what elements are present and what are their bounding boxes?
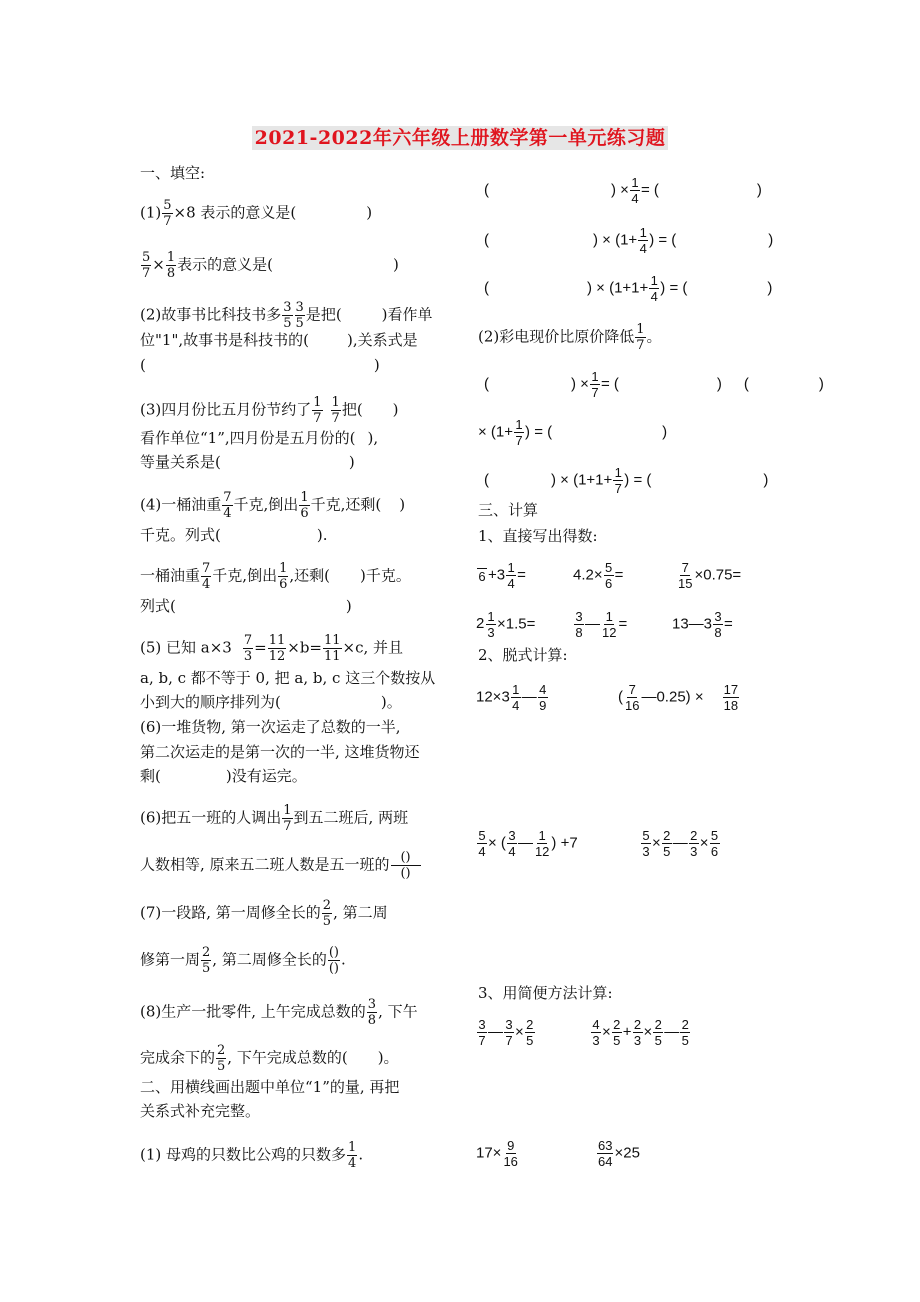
- fraction: $\frac{3}{5}$: [295, 300, 304, 331]
- fraction: $\frac{1}{7}$: [636, 322, 645, 353]
- d4: $\frac{5}{3}$ × $\frac{2}{5}$ — $\frac{2}{3}$ × $\frac{5}{6}$: [642, 828, 719, 859]
- fraction: $\frac{2}{3}$: [633, 1017, 642, 1048]
- fraction: $\frac{3}{5}$: [283, 300, 292, 331]
- fraction: $\frac{1}{6}$: [300, 490, 309, 521]
- section-underline: 二、用横线画出题中单位“1”的量, 再把: [140, 1078, 400, 1096]
- q4d: 列式( ): [140, 597, 352, 615]
- fraction: $\frac{2}{5}$: [613, 1017, 621, 1048]
- section-calc: 三、计算: [478, 501, 539, 519]
- fraction: $\frac{1}{7}$: [313, 395, 322, 426]
- fraction: $\frac{1}{4}$: [650, 273, 658, 304]
- q6b: 第二次运走的是第一次的一半, 这堆货物还: [140, 743, 420, 761]
- r1: ( ) × $\frac{1}{4}$ = ( ): [484, 175, 762, 206]
- fraction: $\frac{5}{7}$: [163, 198, 172, 229]
- fraction: $\frac{7}{4}$: [223, 490, 232, 521]
- r5: ( ) × $\frac{1}{7}$ = ( ) ( ): [484, 369, 824, 400]
- e2c: 13—3 $\frac{3}{8}$ =: [672, 609, 733, 640]
- page-title: 2021-2022年六年级上册数学第一单元练习题: [0, 123, 920, 150]
- fraction: $\frac{11}{11}$: [324, 633, 341, 664]
- fraction: $\frac{2}{5}$: [663, 828, 671, 859]
- fraction: $\frac{3}{8}$: [367, 997, 377, 1028]
- d3: $\frac{5}{4}$ × ( $\frac{3}{4}$ — $\frac{1}{12}$ ) +7: [478, 828, 578, 859]
- fraction: $\frac{2}{5}$: [526, 1017, 534, 1048]
- fraction: $\frac{2}{5}$: [202, 945, 211, 976]
- q5a: (5) 已知 a×3 $\frac{7}{3}$ = $\frac{11}{12}$ ×b= $\frac{11}{11}$ ×c, 并且: [140, 633, 404, 664]
- q4b: 千克。列式( ).: [140, 526, 328, 544]
- fraction: $\frac{3}{8}$: [575, 609, 583, 640]
- calc-direct: 1、直接写出得数:: [478, 527, 598, 545]
- d1: 12×3 $\frac{1}{4}$ — $\frac{4}{9}$: [476, 682, 547, 713]
- fraction: $\frac{1}{6}$: [279, 561, 288, 592]
- q6a: (6)一堆货物, 第一次运走了总数的一半,: [140, 718, 401, 736]
- q8b: 完成余下的 $\frac{2}{5}$ , 下午完成总数的( )。: [140, 1043, 399, 1074]
- s2q1: (1) 母鸡的只数比公鸡的只数多 $\frac{1}{4}$ .: [140, 1140, 364, 1171]
- fraction: $\frac{1}{7}$: [591, 369, 599, 400]
- fraction: $\frac{1}{8}$: [166, 250, 176, 281]
- section-underline-2: 关系式补充完整。: [140, 1102, 261, 1120]
- fraction: $\frac{1}{7}$: [283, 803, 292, 834]
- e1c: $\frac{7}{15}$ ×0.75=: [678, 560, 742, 591]
- fraction: $\frac{3}{4}$: [508, 828, 516, 859]
- fraction: $\frac{7}{15}$: [678, 560, 693, 591]
- fraction: $\frac{7}{16}$: [625, 682, 640, 713]
- fraction: $\frac{1}{3}$: [487, 609, 495, 640]
- fraction: $\frac{4}{9}$: [539, 682, 547, 713]
- e1b: 4.2× $\frac{5}{6}$ =: [573, 560, 624, 591]
- fraction: $\frac{1}{4}$: [507, 560, 515, 591]
- fraction: $\frac{5}{7}$: [142, 250, 151, 281]
- fraction: $\frac{2}{5}$: [217, 1043, 226, 1074]
- q1a: (1) $\frac{5}{7}$ ×8 表示的意义是( ): [140, 198, 373, 229]
- fraction: $\frac{1}{12}$: [534, 828, 550, 859]
- fraction: $\frac{1}{7}$: [614, 465, 622, 496]
- fraction: $\frac{5}{3}$: [642, 828, 650, 859]
- fraction: $\frac{5}{4}$: [478, 828, 486, 859]
- g2: $\frac{4}{3}$ × $\frac{2}{5}$ + $\frac{2}{3}$ × $\frac{2}{5}$ — $\frac{2}{5}$: [592, 1017, 689, 1048]
- fraction: $\frac{1}{4}$: [348, 1140, 357, 1171]
- g1: $\frac{3}{7}$ — $\frac{3}{7}$ × $\frac{2}{5}$: [478, 1017, 534, 1048]
- fraction: $\frac{4}{3}$: [592, 1017, 600, 1048]
- fraction: $\frac{2}{5}$: [654, 1017, 662, 1048]
- g4: $\frac{63}{64}$ ×25: [598, 1138, 640, 1169]
- q3c: 等量关系是( ): [140, 453, 355, 471]
- d2: ( $\frac{7}{16}$ —0.25) × $\frac{17}{18}$: [618, 682, 739, 713]
- fraction: $\frac{7}{4}$: [202, 561, 211, 592]
- q6d: (6)把五一班的人调出 $\frac{1}{7}$ 到五二班后, 两班: [140, 803, 409, 834]
- fraction: $\frac{7}{3}$: [243, 633, 253, 664]
- q5b: a, b, c 都不等于 0, 把 a, b, c 这三个数按从: [140, 669, 436, 687]
- fraction: $\frac{2}{3}$: [690, 828, 698, 859]
- fraction: $\frac{3}{8}$: [714, 609, 722, 640]
- fraction: $\frac{11}{12}$: [268, 633, 286, 664]
- calc-stepwise: 2、脱式计算:: [478, 646, 568, 664]
- q5c: 小到大的顺序排列为( )。: [140, 693, 402, 711]
- q2b: 位"1",故事书是科技书的( ),关系式是: [140, 331, 418, 349]
- fraction: $\frac{1}{12}$: [602, 609, 617, 640]
- fraction: $\frac{2}{5}$: [322, 898, 332, 929]
- fraction: $\frac{3}{7}$: [505, 1017, 513, 1048]
- q3a: (3)四月份比五月份节约了 $\frac{1}{7}$ $\frac{1}{7}$ 把( ): [140, 395, 399, 426]
- fraction: $\frac{9}{16}$: [503, 1138, 518, 1169]
- q7b: 修第一周 $\frac{2}{5}$ , 第二周修全长的 $\frac{()}{()}$ .: [140, 945, 346, 976]
- fraction: $\frac{1}{4}$: [639, 225, 647, 256]
- r6: × (1+ $\frac{1}{7}$ ) = ( ): [478, 417, 668, 448]
- q8a: (8)生产一批零件, 上午完成总数的 $\frac{3}{8}$ , 下午: [140, 997, 418, 1028]
- q4a: (4)一桶油重 $\frac{7}{4}$ 千克,倒出 $\frac{1}{6}$ 千克,还剩( ): [140, 490, 406, 521]
- r4: (2)彩电现价比原价降低 $\frac{1}{7}$ 。: [478, 322, 662, 353]
- q6e: 人数相等, 原来五二班人数是五一班的 $\frac{()}{()}$: [140, 850, 422, 881]
- q3b: 看作单位“1”,四月份是五月份的( ),: [140, 429, 379, 447]
- fraction: $\frac{1}{7}$: [331, 395, 340, 426]
- fraction: 6: [478, 568, 486, 584]
- r2: ( ) × (1+ $\frac{1}{4}$ ) = ( ): [484, 225, 774, 256]
- e2b: $\frac{3}{8}$ — $\frac{1}{12}$ =: [575, 609, 628, 640]
- r7: ( ) × (1+1+ $\frac{1}{7}$ ) = ( ): [484, 465, 769, 496]
- fraction: $\frac{1}{4}$: [631, 175, 639, 206]
- e1a: 6 +3 $\frac{1}{4}$ =: [478, 560, 526, 591]
- r3: ( ) × (1+1+ $\frac{1}{4}$ ) = ( ): [484, 273, 773, 304]
- fraction: $\frac{3}{7}$: [478, 1017, 486, 1048]
- calc-simplify: 3、用简便方法计算:: [478, 984, 613, 1002]
- q6c: 剩( )没有运完。: [140, 767, 307, 785]
- fraction: $\frac{2}{5}$: [681, 1017, 689, 1048]
- q7a: (7)一段路, 第一周修全长的 $\frac{2}{5}$ , 第二周: [140, 898, 388, 929]
- q4c: 一桶油重 $\frac{7}{4}$ 千克,倒出 $\frac{1}{6}$ ,还剩( )千克。: [140, 561, 411, 592]
- fraction: $\frac{63}{64}$: [598, 1138, 613, 1169]
- fraction: $\frac{17}{18}$: [723, 682, 739, 713]
- e2a: 2 $\frac{1}{3}$ ×1.5=: [476, 609, 536, 640]
- fraction: $\frac{5}{6}$: [710, 828, 719, 859]
- fraction: $\frac{1}{4}$: [512, 682, 520, 713]
- q2a: (2)故事书比科技书多 $\frac{3}{5}$ $\frac{3}{5}$ 是把( )看作单: [140, 300, 433, 331]
- g3: 17× $\frac{9}{16}$: [476, 1138, 518, 1169]
- fraction: $\frac{()}{()}$: [328, 945, 339, 976]
- q1b: $\frac{5}{7}$ × $\frac{1}{8}$ 表示的意义是( ): [142, 250, 399, 281]
- fraction: $\frac{1}{7}$: [515, 417, 523, 448]
- fraction: $\frac{5}{6}$: [605, 560, 613, 591]
- fraction: $\frac{()}{()}$: [391, 850, 421, 881]
- q2c: ( ): [140, 356, 380, 374]
- section-fill-blank: 一、填空:: [140, 164, 206, 182]
